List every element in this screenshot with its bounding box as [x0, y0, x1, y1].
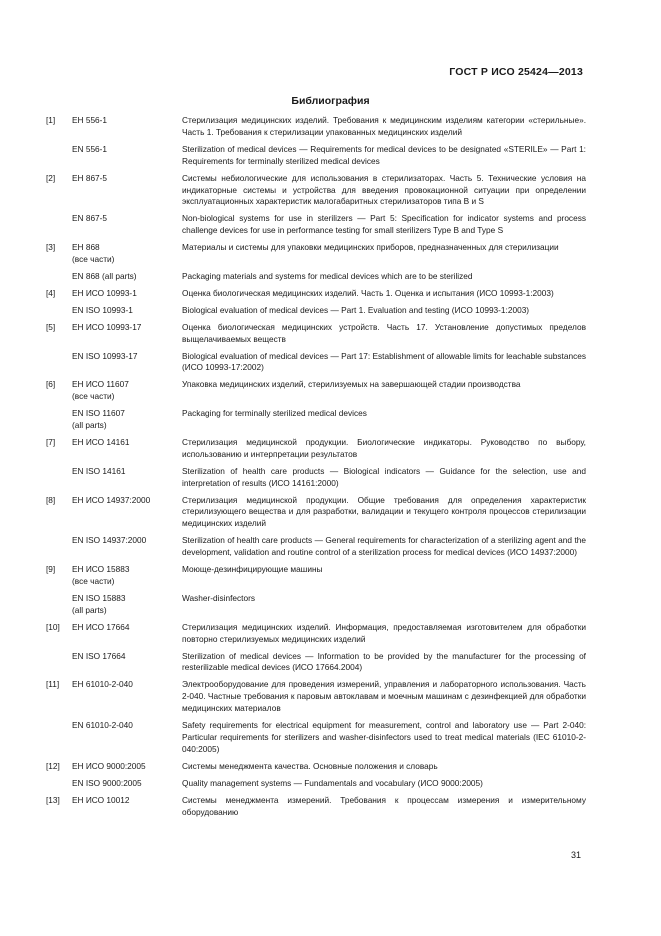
entry-standard-code: ЕН ИСО 14161	[72, 436, 130, 447]
entry-title: Non-biological systems for use in sterilizers — Part 5: Specification for indicator systems and process challenge devices for use in performance testing for small sterilizers Type B and Type S	[182, 213, 586, 236]
bibliography-entry	[46, 271, 586, 283]
entry-title: Washer-disinfectors	[182, 592, 256, 603]
bibliography-entry	[46, 408, 586, 432]
bibliography-entry	[46, 679, 586, 715]
entry-standard-code: ЕН ИСО 11607 (все части)	[72, 379, 129, 402]
entry-standard-code: ЕН 556-1	[72, 115, 108, 125]
entry-title: Sterilization of health care products — General requirements for characterization of a sterilizing agent and the development, validation and routine control of a sterilization process for medical devices (ИСО 14937:2000)	[182, 535, 586, 558]
entry-title: Системы менеджмента качества. Основные положения и словарь	[182, 760, 438, 771]
entry-number	[46, 535, 72, 559]
entry-title: Sterilization of medical devices — Requirements for medical devices to be designated «STERILE» — Part 1: Requirements for terminally sterilized medical devices	[182, 143, 586, 166]
entry-number: [13]	[46, 794, 60, 805]
entry-number	[46, 651, 72, 675]
bibliography-entry	[46, 379, 586, 403]
bibliography-entry	[46, 173, 586, 209]
entry-title: Biological evaluation of medical devices — Part 1. Evaluation and testing (ИСО 10993-1:2003)	[182, 304, 530, 315]
bibliography-entry	[46, 564, 586, 588]
bibliography-entry	[46, 437, 586, 461]
entry-standard-code: ЕН ИСО 9000:2005	[72, 760, 146, 771]
entry-standard-code: ЕН 61010-2-040	[72, 679, 133, 690]
bibliography-entry	[46, 778, 586, 790]
entry-standard-code: ЕН ИСО 14937:2000	[72, 494, 151, 505]
entry-title: Упаковка медицинских изделий, стерилизуемых на завершающей стадии производства	[182, 379, 521, 390]
entry-title: Safety requirements for electrical equipment for measurement, control and laboratory use — Part 2-040: Particular requirements for sterilizers and washer-disinfectors used to treat medical materials (IEC 61010-2-040:2005)	[182, 720, 586, 754]
entry-number	[46, 271, 72, 283]
bibliography-entry	[46, 466, 586, 490]
entry-standard-code: EN 61010-2-040	[72, 720, 133, 731]
entry-number	[46, 408, 72, 432]
bibliography-entry	[46, 305, 586, 317]
entry-title: Quality management systems — Fundamentals and vocabulary (ИСО 9000:2005)	[182, 777, 483, 788]
entry-number: [10]	[46, 621, 60, 632]
bibliography-entry	[46, 535, 586, 559]
bibliography-entry	[46, 351, 586, 375]
bibliography-entry	[46, 761, 586, 773]
bibliography-entry	[46, 242, 586, 266]
entry-standard-code: ЕН ИСО 10012	[72, 794, 130, 805]
entry-standard-code: ЕН ИСО 15883 (все части)	[72, 564, 130, 586]
bibliography-entry	[46, 115, 586, 139]
entry-title: Biological evaluation of medical devices — Part 17: Establishment of allowable limits for leachable substances (ИСО 10993-17:2002)	[182, 350, 586, 373]
entry-number	[46, 144, 72, 168]
entry-standard-code: EN 868 (all parts)	[72, 270, 137, 281]
entry-standard-code: EN 867-5	[72, 213, 108, 224]
bibliography-entry	[46, 213, 586, 237]
entry-title: Электрооборудование для проведения измерений, управления и лабораторного использования. Часть 2-040. Частные требования к паровым автоклавам и моечным машинам с дезинфекцией для обработки медицинских материалов	[182, 679, 586, 714]
entry-number	[46, 593, 72, 617]
entry-title: Sterilization of health care products — Biological indicators — Guidance for the selection, use and interpretation of results (ИСО 14161:2000)	[182, 465, 586, 488]
entry-number: [5]	[46, 321, 56, 332]
entry-standard-code: ЕН ИСО 10993-17	[72, 321, 142, 332]
entry-title: Системы менеджмента измерений. Требования к процессам измерения и измерительному оборудованию	[182, 794, 586, 817]
entry-number	[46, 720, 72, 756]
bibliography-entry	[46, 288, 586, 300]
entry-number: [9]	[46, 564, 56, 575]
bibliography-entry	[46, 622, 586, 646]
document-standard-header: ГОСТ Р ИСО 25424—2013	[449, 66, 583, 78]
entry-title: Стерилизация медицинской продукции. Биологические индикаторы. Руководство по выбору, использованию и интерпретации результатов	[182, 436, 586, 459]
entry-standard-code: EN ISO 14937:2000	[72, 535, 147, 546]
page-title: Библиография	[291, 95, 370, 107]
entry-number: [6]	[46, 379, 56, 390]
entry-number: [3]	[46, 242, 56, 253]
bibliography-entry	[46, 720, 586, 756]
entry-number: [4]	[46, 287, 56, 298]
bibliography-entry	[46, 495, 586, 531]
page-number: 31	[570, 850, 581, 860]
entry-number: [12]	[46, 760, 60, 771]
entry-title: Стерилизация медицинских изделий. Информация, предоставляемая изготовителем для обработки повторно стерилизуемых медицинских изделий	[182, 621, 586, 644]
entry-title: Packaging materials and systems for medical devices which are to be sterilized	[182, 270, 473, 281]
bibliography-entry	[46, 322, 586, 346]
entry-title: Стерилизация медицинской продукции. Общие требования для определения характеристик стерилизующего вещества и для разработки, валидации и текущего контроля процессов стерилизации медицинских изделий	[182, 494, 586, 529]
entry-number	[46, 305, 72, 317]
entry-standard-code: ЕН ИСО 17664	[72, 621, 130, 632]
entry-title: Packaging for terminally sterilized medical devices	[182, 408, 367, 419]
entry-title: Sterilization of medical devices — Information to be provided by the manufacturer for the processing of resterilizable medical devices (ИСО 17664.2004)	[182, 650, 586, 673]
entry-title: Оценка биологическая медицинских изделий. Часть 1. Оценка и испытания (ИСО 10993-1:2003)	[182, 287, 554, 298]
entry-number	[46, 466, 72, 490]
entry-number	[46, 778, 72, 790]
entry-standard-code: EN ISO 11607 (all parts)	[72, 408, 125, 431]
entry-title: Системы небиологические для использования в стерилизаторах. Часть 5. Технические условия на индикаторные системы и устройства для введения провокационной ситуации при определении эксплуатационных характеристик малогабаритных стерилизаторов типа В и S	[182, 172, 586, 207]
entry-number: [8]	[46, 494, 56, 505]
entry-title: Стерилизация медицинских изделий. Требования к медицинским изделиям категории «стерильные». Часть 1. Требования к стерилизации упакованных медицинских изделий	[182, 115, 586, 137]
entry-number: [11]	[46, 679, 60, 690]
entry-standard-code: EN ISO 15883 (all parts)	[72, 592, 126, 615]
entry-number	[46, 213, 72, 237]
entry-number: [7]	[46, 436, 56, 447]
entry-standard-code: EN ISO 14161	[72, 465, 126, 476]
entry-standard-code: EN ISO 10993-1	[72, 304, 133, 315]
entry-standard-code: ЕН ИСО 10993-1	[72, 287, 137, 298]
entry-title: Материалы и системы для упаковки медицинских приборов, предназначенных для стерилизации	[182, 242, 559, 253]
entry-standard-code: EN ISO 10993-17	[72, 350, 138, 361]
bibliography-entry	[46, 144, 586, 168]
entry-standard-code: EN ISO 9000:2005	[72, 777, 142, 788]
entry-title: Оценка биологическая медицинских устройств. Часть 17. Установление допустимых пределов выщелачиваемых веществ	[182, 321, 586, 344]
bibliography-entry	[46, 651, 586, 675]
entry-number: [1]	[46, 115, 56, 125]
bibliography-entry	[46, 593, 586, 617]
entry-standard-code: ЕН 867-5	[72, 172, 108, 183]
entry-standard-code: EN ISO 17664	[72, 650, 126, 661]
entry-number: [2]	[46, 172, 56, 183]
entry-standard-code: EN 556-1	[72, 143, 108, 154]
entry-number	[46, 351, 72, 375]
bibliography-list	[46, 115, 586, 823]
entry-title: Моюще-дезинфицирующие машины	[182, 564, 323, 575]
entry-standard-code: ЕН 868 (все части)	[72, 242, 115, 265]
bibliography-entry	[46, 795, 586, 819]
